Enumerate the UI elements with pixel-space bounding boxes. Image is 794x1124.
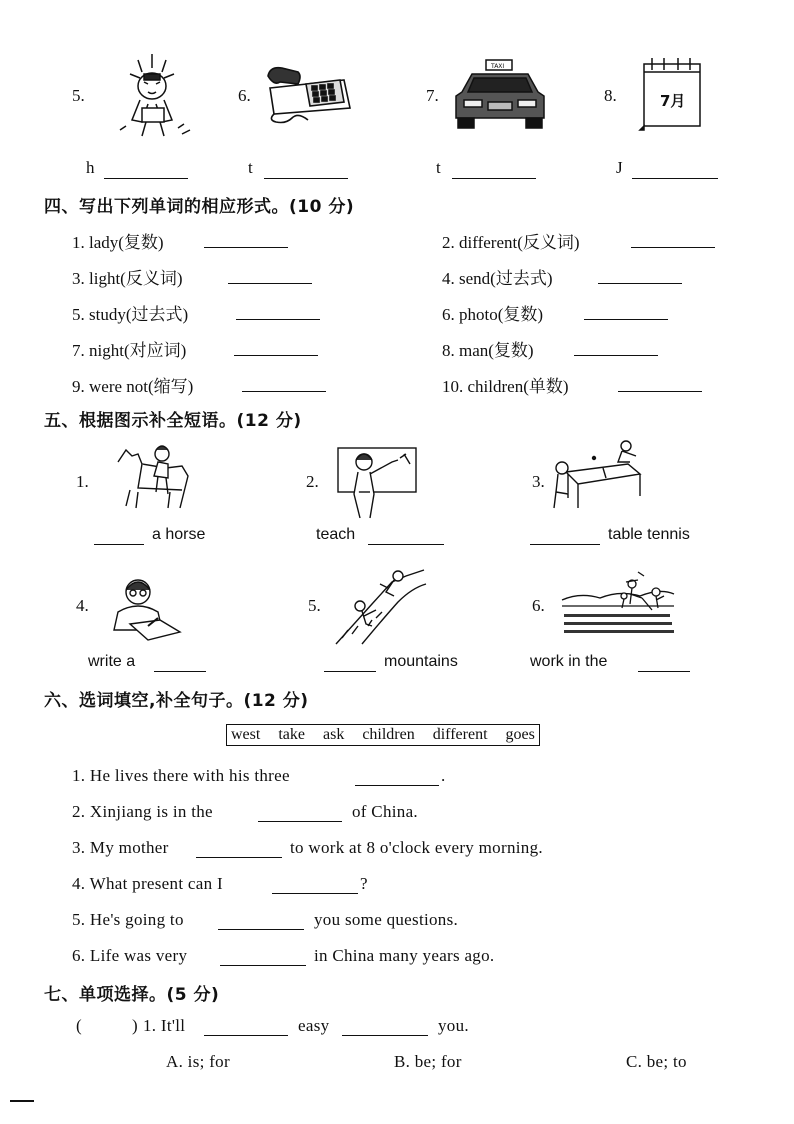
sentence-6-start: 6. Life was very [72,946,188,965]
word-form-blank-2[interactable] [631,233,715,248]
phrase-number-3: 3. [532,472,545,491]
fever-boy-icon [108,50,198,138]
phrase-text-3: table tennis [608,526,690,543]
question-1-end: you. [438,1016,469,1035]
phrase-text-2: teach [316,526,356,543]
phrase-text-1: a horse [152,526,206,543]
telephone-icon [262,62,354,128]
phrase-blank-5[interactable] [324,657,376,672]
question-1-blank-1[interactable] [204,1021,288,1036]
word-bank-item: different [432,726,488,743]
sentence-3-start: 3. My mother [72,838,169,857]
question-1-start: 1. It'll [143,1016,186,1035]
option-a[interactable]: A. is; for [166,1052,230,1071]
word-form-blank-10[interactable] [618,377,702,392]
phrase-number-6: 6. [532,596,545,615]
option-c[interactable]: C. be; to [626,1052,687,1071]
sentence-blank-5[interactable] [218,915,304,930]
answer-blank-8[interactable] [632,164,718,179]
section-5-title: 五、根据图示补全短语。(12 分) [44,411,302,431]
word-form-blank-9[interactable] [242,377,326,392]
picture-number-7: 7. [426,86,439,105]
answer-blank-7[interactable] [452,164,536,179]
word-form-item-7: 7. night(对应词) [72,341,187,360]
word-form-item-2: 2. different(反义词) [442,233,580,252]
sentence-2-start: 2. Xinjiang is in the [72,802,213,821]
sentence-3-end: to work at 8 o'clock every morning. [290,838,543,857]
table-tennis-icon [548,438,644,514]
sentence-5-start: 5. He's going to [72,910,184,929]
word-bank [226,724,540,746]
calendar-icon [638,54,706,134]
sentence-blank-4[interactable] [272,879,358,894]
taxi-icon [452,56,548,132]
sentence-6-end: in China many years ago. [314,946,495,965]
sentence-blank-1[interactable] [355,771,439,786]
phrase-blank-6[interactable] [638,657,690,672]
phrase-number-5: 5. [308,596,321,615]
answer-letter-j: J [616,158,623,177]
word-form-blank-6[interactable] [584,305,668,320]
answer-paren-open: ( [76,1016,82,1035]
sentence-2-end: of China. [352,802,418,821]
sentence-blank-3[interactable] [196,843,282,858]
phrase-blank-2[interactable] [368,530,444,545]
page-corner-mark [10,1100,34,1102]
word-form-item-4: 4. send(过去式) [442,269,553,288]
svg-text:TAXI: TAXI [491,63,505,70]
word-bank-item: west [231,726,261,743]
sentence-1-start: 1. He lives there with his three [72,766,290,785]
ride-horse-icon [108,442,198,512]
section-6-title: 六、选词填空,补全句子。(12 分) [44,691,309,711]
word-form-blank-3[interactable] [228,269,312,284]
picture-number-6: 6. [238,86,251,105]
answer-letter-t-2: t [436,158,441,177]
sentence-5-end: you some questions. [314,910,459,929]
word-form-item-3: 3. light(反义词) [72,269,183,288]
word-form-blank-8[interactable] [574,341,658,356]
word-bank-item: take [278,726,305,743]
word-form-blank-4[interactable] [598,269,682,284]
farm-field-icon [560,570,676,642]
phrase-blank-1[interactable] [94,530,144,545]
answer-paren-close: ) [132,1016,138,1035]
phrase-number-1: 1. [76,472,89,491]
phrase-text-6: work in the [530,653,608,670]
phrase-text-4: write a [88,653,136,670]
phrase-text-5: mountains [384,653,458,670]
picture-number-8: 8. [604,86,617,105]
sentence-blank-2[interactable] [258,807,342,822]
section-7-title: 七、单项选择。(5 分) [44,985,220,1005]
calendar-month-label: 7月 [660,92,686,110]
word-form-item-6: 6. photo(复数) [442,305,544,324]
word-bank-item: children [362,726,415,743]
word-form-item-5: 5. study(过去式) [72,305,189,324]
phrase-blank-4[interactable] [154,657,206,672]
sentence-4-start: 4. What present can I [72,874,223,893]
question-1-mid: easy [298,1016,330,1035]
answer-letter-h: h [86,158,95,177]
word-form-item-8: 8. man(复数) [442,341,534,360]
sentence-1-end: . [441,766,446,785]
word-form-blank-7[interactable] [234,341,318,356]
sentence-blank-6[interactable] [220,951,306,966]
question-1-blank-2[interactable] [342,1021,428,1036]
word-form-item-10: 10. children(单数) [442,377,569,396]
phrase-blank-3[interactable] [530,530,600,545]
word-form-item-9: 9. were not(缩写) [72,377,194,396]
answer-slot[interactable] [84,1020,130,1036]
option-b[interactable]: B. be; for [394,1052,462,1071]
writing-boy-icon [100,570,186,644]
phrase-number-2: 2. [306,472,319,491]
word-bank-item: ask [322,726,345,743]
phrase-number-4: 4. [76,596,89,615]
section-4-title: 四、写出下列单词的相应形式。(10 分) [44,197,355,217]
answer-blank-6[interactable] [264,164,348,179]
answer-blank-5[interactable] [104,164,188,179]
sentence-4-end: ? [360,874,368,893]
teacher-icon [336,444,418,520]
word-form-item-1: 1. lady(复数) [72,233,164,252]
climbing-icon [332,568,428,646]
word-form-blank-1[interactable] [204,233,288,248]
picture-number-5: 5. [72,86,85,105]
word-form-blank-5[interactable] [236,305,320,320]
answer-letter-t-1: t [248,158,253,177]
word-bank-item: goes [505,726,535,743]
